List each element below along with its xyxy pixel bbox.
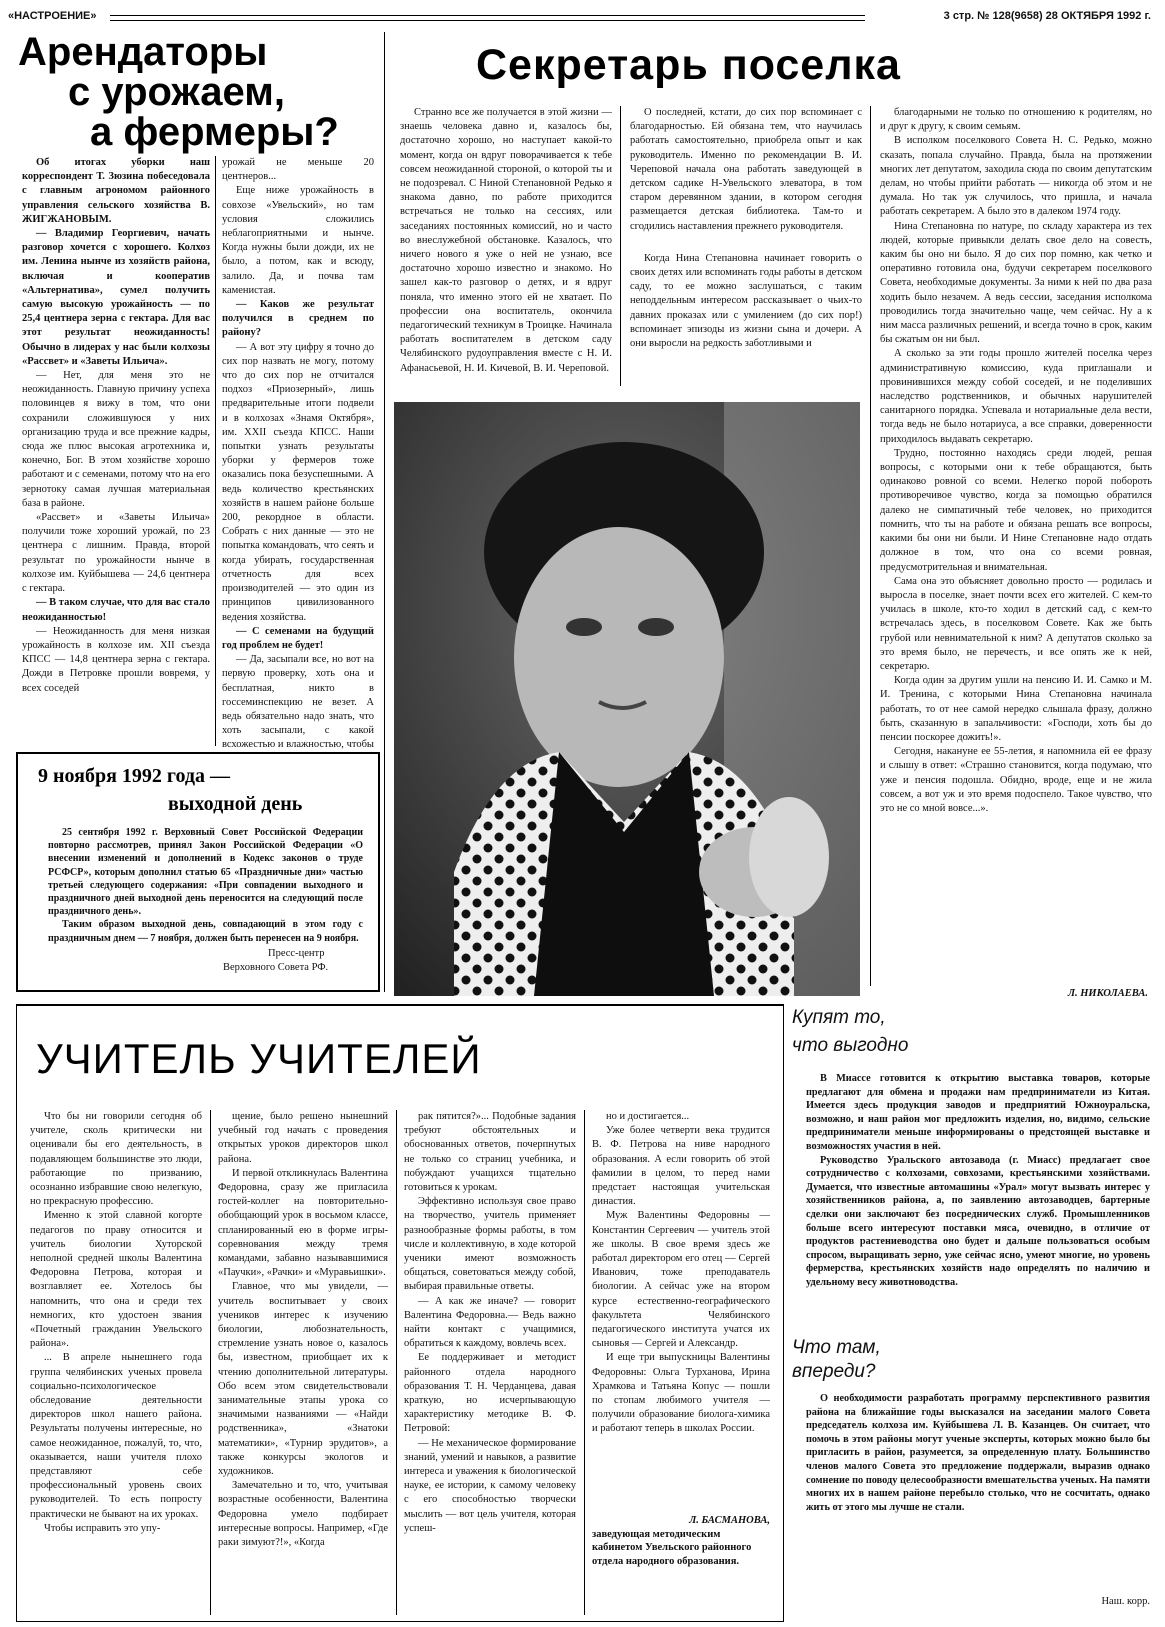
paragraph: Когда один за другим ушли на пенсию И. И. Самко и М. И. Тренина, с которыми Нина Степановна начинала работать, то от нее самой нередко слышала фразу, должно быть, сказанную в запальчивости: «Господи, хоть бы до пенсии поскорее дожить!». — [880, 675, 1152, 743]
paragraph: — Каков же результат получился в среднем по району? — [222, 299, 374, 339]
article4-headline — [792, 1006, 1152, 1058]
paragraph: Нина Степановна по натуре, по складу характера из тех людей, которые привыкли делать свое дело на совесть, каким бы оно ни было. Я до сих пор помню, как четко и оперативно готовила она, будучи секретарем поселкового Совета, необходимые документы. За ними к ней по два раза ходить было незачем. А ведь сессии, заседания исполкома проводились тогда значительно чаще, чем сейчас. Ну а к ним масса различных решений, и всегда точно в срок, каким бы сжатым он ни был. — [880, 220, 1152, 346]
paragraph: ... В апреле нынешнего года группа челябинских ученых провела социально-психологическое обследование деятельности директоров школ нашего района. Результаты получены интересные, но самое неожиданное, пожалуй, то, что, оказывается, наши учителя плохо представляют себе профессиональный уровень своих руководителей. То есть попросту практически не бывают на их уроках. — [30, 1352, 202, 1520]
portrait-photo — [394, 402, 860, 996]
column-rule — [396, 1110, 397, 1615]
article3-signature-block — [592, 1514, 770, 1568]
article3-signature: Л. БАСМАНОВА, — [689, 1515, 770, 1526]
header-rule — [110, 15, 865, 21]
paragraph: Муж Валентины Федоровны — Константин Сергеевич — учитель этой же школы. В свое время здесь же работал директором его отец — Сергей Иванович, тоже преподаватель биологии. А сейчас уже на втором курсе естественно-географического факультета Челябинского педагогического института учатся их сыновья — Сергей и Александр. — [592, 1210, 770, 1350]
section-rule — [384, 32, 385, 992]
paragraph: — Нет, для меня это не неожиданность. Главную причину успеха половинцев я вижу в том, что они сохранили сложившуюся у них организацию труда и все прежние кадры, сюда же плюс высокая агротехника и, конечно, Бог. В этом хозяйстве хорошо работают и с семенами, потому что на его зернотоку самая лучшая материальная база в районе. — [22, 370, 210, 509]
paragraph: Руководство Уральского автозавода (г. Миасс) предлагает свое сотрудничество с колхозами, совхозами, крестьянскими хозяйствами. Думается, что известные автомашины «Урал» могут вызвать интерес у хозяйственников района, а, по заявлению автозаводцев, бартерные сделки они заключают без посреднических служб. Промышленников больше всего интересуют поставки мяса, очевидно, в отличие от продуктов растениеводства оно будет и дальше пользоваться особым спросом, выращивать зерно, уже сейчас ясно, умеют многие, но уровень фермерства, крестьянских хозяйств надо определять по наличию и удельному весу животноводства. — [806, 1154, 1150, 1288]
paragraph: «Рассвет» и «Заветы Ильича» получили тоже хороший урожай, по 23 центнера с лишним. Правда, второй результат по урожайности нынче в колхозе им. Куйбышева — 24,6 центнера с гектара. — [22, 512, 210, 595]
article1-column-1 — [22, 156, 210, 756]
article3-column-4 — [592, 1110, 770, 1510]
article2-column-2 — [630, 106, 862, 396]
section-rule — [16, 1621, 784, 1622]
paragraph: И первой откликнулась Валентина Федоровна, сразу же пригласила гостей-коллег на повторительно-обобщающий урок в восьмом классе, спланированный ею в форме игры-соревнования между тремя командами, забавно называвшимися «Паучки», «Рачки» и «Муравьишки». — [218, 1167, 388, 1279]
article2-headline: Секретарь поселка — [476, 41, 901, 89]
holiday-body — [48, 826, 363, 946]
paragraph: Ее поддерживает и методист районного отдела народного образования Т. Н. Черданцева, давая краткую, но исчерпывающую характеристику методике В. Ф. Петровой: — [404, 1352, 576, 1435]
paragraph: В исполком поселкового Совета Н. С. Редько, можно сказать, попала случайно. Правда, была на протяжении многих лет депутатом, заходила сюда по своим депутатским делам, но чтобы прийти работать — никогда об этом и не думала. Но так уж случилось, что пришла, и начала работать секретарем. А было это в далеком 1974 году. — [880, 135, 1152, 218]
article4-title-line: что выгодно — [792, 1035, 909, 1056]
holiday-signature-2: Верховного Совета РФ. — [223, 962, 329, 973]
paragraph: О последней, кстати, до сих пор вспоминает с благодарностью. Ей обязана тем, что научилась работать самостоятельно, приобрела опыт и как руководитель. Именно по рекомендации В. И. Череповой начала она работать заведующей в детском садике Н-Увельского элеватора, в том старом деревянном здании, в котором сегодня размещается детская библиотека. Там-то и сгодились наставления прежнего руководителя. — [630, 107, 862, 232]
column-rule — [215, 156, 216, 746]
article5-signature: Наш. корр. — [1101, 1596, 1150, 1607]
article5-body — [806, 1392, 1150, 1588]
paragraph: Об итогах уборки наш корреспондент Т. Зюзина побеседовала с главным агрономом районного управления сельского хозяйства В. ЖИГЖАНОВЫМ. — [22, 157, 210, 225]
article2-column-1 — [400, 106, 612, 396]
paragraph: но и достигается... — [606, 1111, 690, 1122]
paragraph: Сама она это объясняет довольно просто — родилась и выросла в поселке, знает почти всех его жителей. С кем-то училась в школе, кто-то ходил в детский сад, с кем-то встречалась здесь, в поселковом Совете. Как же быть грубой или невнимательной к ним? А депутатов сколько за это время было, не перечесть, и все опять же к ней, секретарю. — [880, 575, 1152, 672]
article5-headline — [792, 1336, 1152, 1384]
paragraph: В Миассе готовится к открытию выставка товаров, которые предлагают для обмена и продажи нам предприниматели из Китая. Имеется здесь продукция заводов и предприятий Южноуральска, возможно, и наш район мог предложить изделия, но, видимо, сельские предприниматели меньше информированы о предстоящей выставке и возможностях участия в ней. — [806, 1073, 1150, 1152]
paragraph: Когда Нина Степановна начинает говорить о своих детях или вспоминать годы работы в детском саду, то ее можно заслушаться, с таким неподдельным интересом рассказывает о чьих-то давних проказах или с умилением (до сих пор!) вспоминает эпизоды из жизни сына и дочери. А они выросли на редкость заботливыми и — [630, 252, 862, 350]
column-rule — [584, 1110, 585, 1615]
article1-column-2 — [222, 156, 374, 750]
paragraph: Уже более четверти века трудится В. Ф. Петрова на ниве народного образования. А если говорить об этой фамилии в целом, то перед нами предстает настоящая учительская династия. — [592, 1125, 770, 1208]
section-rule — [16, 1004, 784, 1008]
column-rule — [870, 106, 871, 986]
paragraph: — В таком случае, что для вас стало неожиданностью! — [22, 597, 210, 623]
paragraph: 25 сентября 1992 г. Верховный Совет Российской Федерации повторно рассмотрев, принял Закон Российской Федерации «О внесении изменений и дополнений в Кодекс законов о труде РСФСР», которым дополнил статью 65 «Праздничные дни» частью третьей следующего содержания: «При совпадении выходного и праздничного дней выходной день переносится на следующий после праздничного день». — [48, 827, 363, 918]
paragraph: — Неожиданность для меня низкая урожайность в колхозе им. XII съезда КПСС — 14,8 центнера зерна с гектара. Дожди в Петровке прошли вовремя, у всех соседей — [22, 625, 210, 694]
paragraph: урожай не меньше 20 центнеров... — [222, 157, 374, 183]
paragraph: Эффективно используя свое право на творчество, учитель применяет разнообразные формы работы, в том числе и коллективную, в ходе которой ученики имеют возможность общаться, советоваться между собой, выбирая правильные ответы. — [404, 1196, 576, 1293]
paragraph: О необходимости разработать программу перспективного развития района на ближайшие годы высказался на заседании малого Совета председатель колхоза им. Куйбышева Л. В. Казанцев. Он считает, что помочь в этом районы могут ученые эксперты, которых можно было бы пригласить в район, разумеется, за определенную плату. Большинство членов малого Совета это предложение поддержали, выразив однако сомнение по поводу целесообразности вмешательства ученых. На памяти многих их в нашем районе перебыло столько, что не сосчитать, однако жить от этого мы лучше не стали. — [806, 1393, 1150, 1513]
headline-line: Арендаторы — [18, 30, 268, 74]
holiday-title-1: 9 ноября 1992 года — — [38, 765, 231, 787]
portrait-illustration — [394, 402, 860, 996]
paragraph: А сколько за эти годы прошло жителей поселка через административную комиссию, куда приглашали и провинившихся между собой соседей, и не поделивших наследство родственников, и обычных нарушителей санитарного порядка. Успевала и нотариальные дела вести, тогда ведь не было нотариуса, а все справки, доверенности приходилось выдавать секретарю. — [880, 348, 1152, 445]
paragraph: — А как же иначе? — говорит Валентина Федоровна.— Ведь важно найти контакт с учащимися, обратиться к каждому, вовлечь всех. — [404, 1295, 576, 1350]
paragraph: Главное, что мы увидели, — учитель воспитывает у своих учеников интерес к изучению биологии, любознательность, стремление узнать новое о, казалось бы, известном, приобщает их к чтению дополнительной литературы. Обо всем этом свидетельствовали занимательные этапы урока со значимыми названиями — «Найди родственника», «Знатоки математики», «Турнир эрудитов», а также конкурсы экологов и художников. — [218, 1281, 388, 1478]
paragraph: Странно все же получается в этой жизни — знаешь человека давно и, казалось бы, достаточно хорошо, но наступает какой-то момент, когда он вдруг поворачивается к тебе совсем неожиданной стороной, о которой ты и не подозревал. С Ниной Степановной Редько я знакома давно, по работе приходится встречаться не только на сессиях, или заседаниях постоянных комиссий, но и часто во внеслужебной обстановке. Казалось, что ничего нового я уже о ней не узнаю, все достаточно хорошо известно и знакомо. Но зашел как-то разговор о детях, и я вдруг поняла, что именно этого ей не хватает. По профессии она воспитатель, окончила педагогический техникум в Троицке. Начинала работать воспитателем в детском саду Челябинского рудоуправления вместе с Н. И. Афанасьевой, Н. И. Кичевой, В. И. Череповой. — [400, 107, 612, 374]
article2-signature: Л. НИКОЛАЕВА. — [1067, 988, 1148, 999]
article2-column-3 — [880, 106, 1152, 990]
article3-headline: УЧИТЕЛЬ УЧИТЕЛЕЙ — [36, 1035, 482, 1082]
paragraph: Именно к этой славной когорте педагогов по праву относится и учитель биологии Хуторской неполной средней школы Валентина Федоровна Петрова, которая и возглавляет ее. Хотелось бы напомнить, что она и среди тех немногих, кто удостоен звания «Почетный гражданин Увельского района». — [30, 1210, 202, 1350]
holiday-signature-1: Пресс-центр — [268, 948, 325, 959]
holiday-notice-box — [16, 752, 380, 992]
article4-title-line: Купят то, — [792, 1007, 886, 1028]
headline-line: с урожаем, — [68, 70, 285, 114]
paragraph: Сегодня, накануне ее 55-летия, я напомнила ей ее фразу и слышу в ответ: «Страшно становится, когда подумаю, что уже и пенсия подошла. Обидно, вроде, еще и не жила совсем, а вот уж и это время подоспело. Такое чувство, что это не со мной вовсе...». — [880, 746, 1152, 814]
article3-column-1 — [30, 1110, 202, 1620]
article4-body — [806, 1072, 1150, 1328]
paragraph: Таким образом выходной день, совпадающий в этом году с праздничным днем — 7 ноября, должен быть перенесен на 9 ноября. — [48, 919, 363, 944]
article3-column-3 — [404, 1110, 576, 1620]
article3-column-2 — [218, 1110, 388, 1620]
article1-headline — [18, 32, 378, 152]
column-rule — [620, 106, 621, 386]
paragraph: Замечательно и то, что, учитывая возрастные особенности, Валентина Федоровна умело подбирает интересные вопросы. Например, «Где раки зимуют?!», «Когда — [218, 1480, 388, 1549]
paragraph: Чтобы исправить это упу- — [44, 1522, 161, 1534]
paragraph: Трудно, постоянно находясь среди людей, решая вопросы, с которыми они к тебе обращаются, быть одинаково ровной со всеми. Нелегко порой побороть противоречивое чувство, когда за помощью обратился далеко не симпатичный тебе человек, но приходится помнить, что ты на работе и обязана решать все вопросы, какими бы они ни были. И Нине Степановне надо отдать должное в том, что она со всеми ровная, предусмотрительная и внимательная. — [880, 447, 1152, 573]
section-name: «НАСТРОЕНИЕ» — [8, 10, 97, 22]
paragraph: — С семенами на будущий год проблем не будет! — [222, 625, 374, 651]
article5-title-line: впереди? — [792, 1361, 876, 1382]
headline-line: а фермеры? — [90, 110, 339, 154]
paragraph: благодарными не только по отношению к родителям, но и друг к другу, к своим семьям. — [880, 107, 1152, 133]
paragraph: — Не механическое формирование знаний, умений и навыков, а развитие интереса и уважения к биологической науке, ее истории, к самому человеку с его способностью творчески мыслить — вот цель учителя, которая успеш- — [404, 1437, 576, 1534]
paragraph: Еще ниже урожайность в совхозе «Увельский», но там условия сложились неблагоприятными и нынче. Когда нужны были дожди, их не было, а потом, как и всюду, залило. Да, и почва там каменистая. — [222, 185, 374, 296]
article5-title-line: Что там, — [792, 1337, 881, 1358]
paragraph: — Владимир Георгиевич, начать разговор хочется с хорошего. Колхоз им. Ленина нынче из хозяйств района, включая и кооператив «Альтернатива», сумел получить самую высокую урожайность — по 25,4 центнера зерна с гектара. Для вас этот результат неожиданность! Обычно в лидерах у нас были колхозы «Рассвет» и «Заветы Ильича». — [22, 228, 210, 367]
paragraph: щение, было решено нынешний учебный год начать с проведения открытых уроков директоров школ района. — [218, 1111, 388, 1165]
section-rule — [783, 1004, 784, 1622]
paragraph: Что бы ни говорили сегодня об учителе, сколь критически ни оценивали бы его деятельность, в подавляющем большинстве это люди, работающие по призванию, осознанно избравшие свою нелегкую, но прекрасную профессию. — [30, 1111, 202, 1208]
section-rule — [16, 1004, 17, 1622]
issue-info: 3 стр. № 128(9658) 28 ОКТЯБРЯ 1992 г. — [943, 10, 1151, 22]
paragraph: рак пятится?»... Подобные задания требуют обстоятельных и обоснованных ответов, почерпнутых не только со страниц учебника, и побуждают учащихся тщательно готовиться к урокам. — [404, 1111, 576, 1194]
running-header — [0, 8, 1165, 26]
paragraph: — А вот эту цифру я точно до сих пор назвать не могу, потому что до сих пор не отчитался подхоз «Приозерный», лишь предварительные итоги подвели и в колхозах «Знамя Октября», им. XXII съезда КПСС. Наши попытки узнать результаты уборки у фермеров тоже оказались пока безуспешными. А ведь количество крестьянских хозяйств в нашем районе больше 200, рекордное в области. Собрать с них данные — это не попытка командовать, что сеять и когда убирать, государственная отчетность для всех производителей — это один из принципов цивилизованного ведения хозяйства. — [222, 341, 374, 623]
holiday-title-2: выходной день — [168, 793, 303, 815]
article3-signature-role: заведующая методическим кабинетом Увельского районного отдела народного образования. — [592, 1528, 752, 1567]
paragraph: — Да, засыпали все, но вот на первую проверку, хоть она и бесплатная, никто в госсеминспекцию не везет. А ведь обязательно надо знать, что хоть засыпали, с какой всхожестью и влажностью, чтобы — [222, 654, 374, 750]
column-rule — [210, 1110, 211, 1615]
paragraph: И еще три выпускницы Валентины Федоровны: Ольга Турханова, Ирина Храмкова и Татьяна Копус — пошли по стопам любимого учителя — получили образование биолога-химика и работают теперь в школах России. — [592, 1352, 770, 1435]
